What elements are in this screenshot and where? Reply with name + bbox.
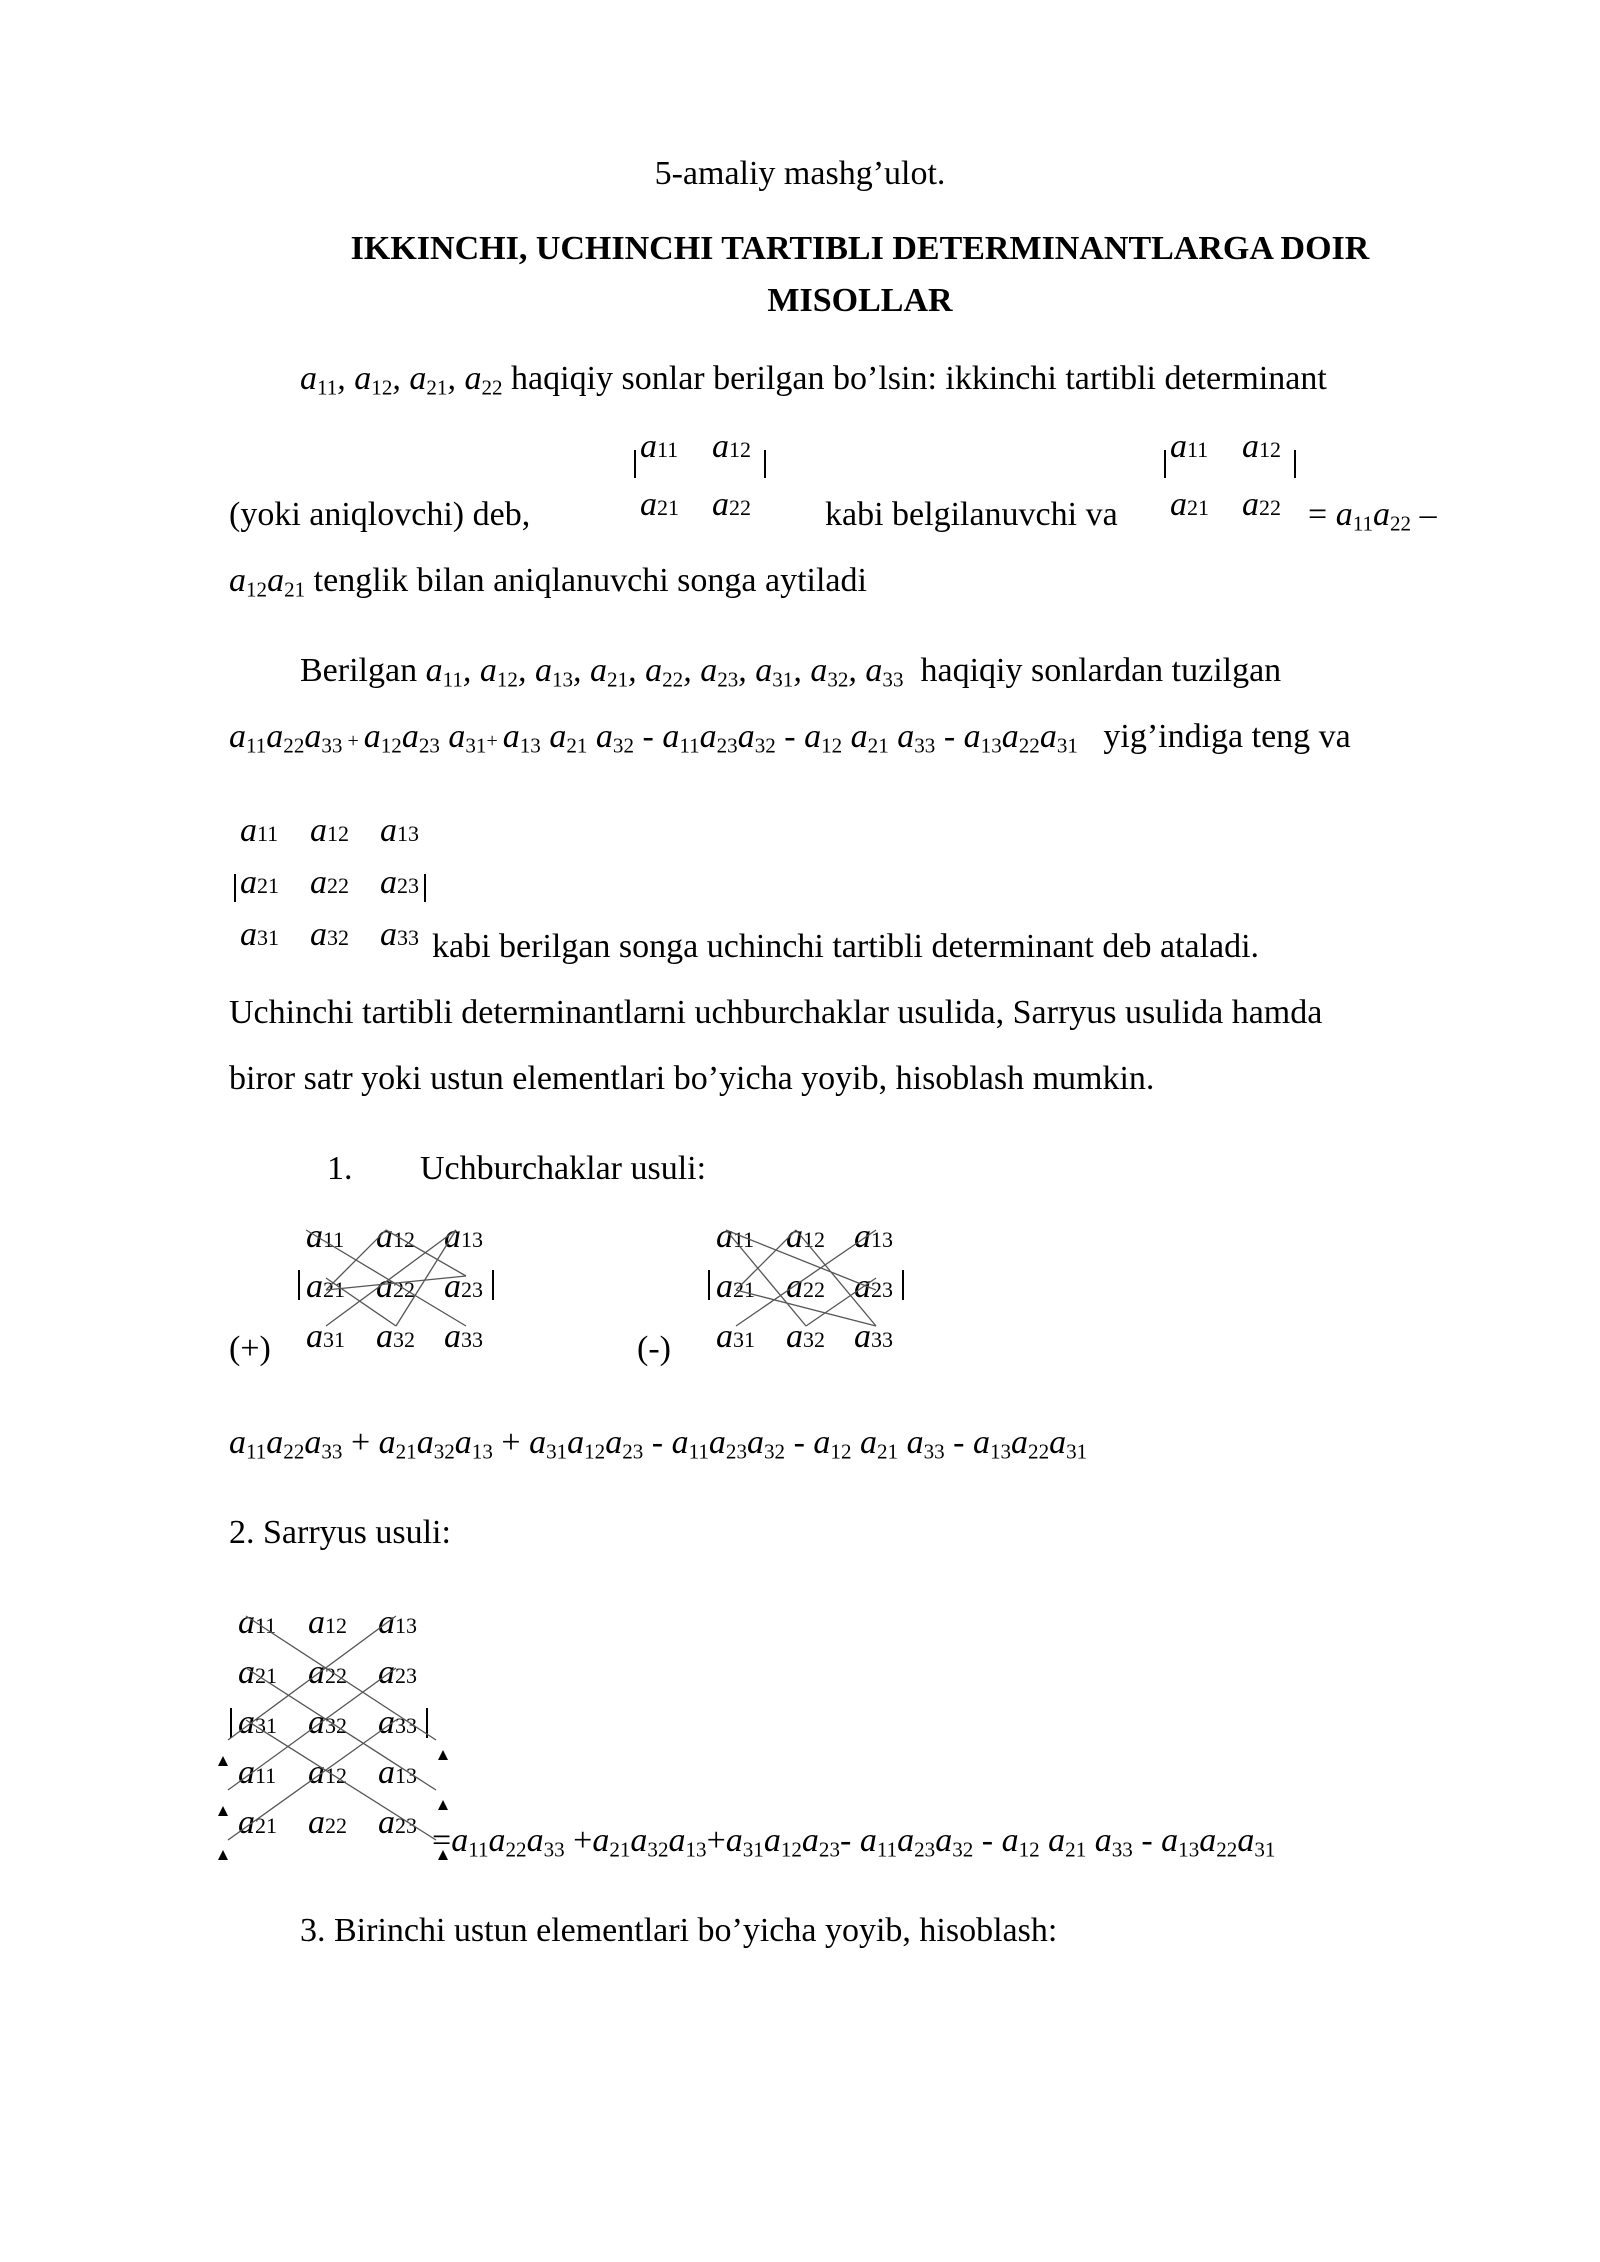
sarrus-formula: $=a_{11}a_{22}a_{33} +a_{21}a_{32}a_{13}+a_{31}a_{12}a_{23}-$ $a_{11}a_{23}a_{32} - a_{12}$ $a_{21}$ $a_{33} - a_{13}a_{22}a_{31}$ <box>432 1822 1276 1862</box>
para2-line1: Berilgan $a_{11}$, $a_{12}$, $a_{13}$, $a_{21}$, $a_{22}$, $a_{23}$, $a_{31}$, $a_{32}$, $a_{33}$ haqiqiy sonlardan tuzilgan <box>300 652 1282 692</box>
section1-title: Uchburchaklar usuli: <box>420 1150 707 1187</box>
triangle-plus-lines <box>296 1218 506 1378</box>
para1-line2-equation: = $a_{11}a_{22}$ – <box>1308 496 1437 536</box>
triangle-formula: $a_{11}a_{22}a_{33} + a_{21}a_{32}a_{13} + a_{31}a_{12}a_{23} - a_{11}a_{23}a_{32} - a_{12}$ $a_{21}$ $a_{33} - a_{13}a_{22}a_{31}$ <box>229 1424 1088 1464</box>
triangle-plus-diagram: a11 a12 a13 a21 a22 a23 a31 a32 a33 <box>296 1218 506 1378</box>
plus-label: (+) <box>229 1330 271 1367</box>
para1-line3: $a_{12}a_{21}$ tenglik bilan aniqlanuvchi songa aytiladi <box>229 562 867 602</box>
para2-line4: Uchinchi tartibli determinantlarni uchburchaklar usulida, Sarryus usulida hamda <box>229 994 1323 1031</box>
sarrus-diagram: a11 a12 a13 a21 a22 a23 a31 a32 a33 a11 a12 a13 a21 a22 a23 <box>216 1604 456 1864</box>
subtitle: 5-amaliy mashg’ulot. <box>654 155 946 192</box>
det3-matrix: a11 a12 a13 a21 a22 a23 a31 a32 a33 <box>232 812 432 972</box>
para2-line2: $a_{11}a_{22}a_{33} + a_{12}a_{23}$ $a_{31}+ a_{13}$ $a_{21}$ $a_{32} - a_{11}a_{23}a_{32} - a_{12}$ $a_{21}$ $a_{33} - a_{13}a_{22}a_{31}$ yig’indiga teng va <box>229 718 1351 758</box>
page-title-line2: MISOLLAR <box>767 282 953 319</box>
triangle-minus-diagram: a11 a12 a13 a21 a22 a23 a31 a32 a33 <box>706 1218 916 1378</box>
det2-matrix-2: a11 a12 a21 a22 <box>1160 428 1300 538</box>
para1-line1: $a_{11}$, $a_{12}$, $a_{21}$, $a_{22}$ haqiqiy sonlar berilgan bo’lsin: ikkinchi tartibli determinant <box>300 360 1327 400</box>
para2-line3: kabi berilgan songa uchinchi tartibli determinant deb ataladi. <box>432 928 1260 965</box>
para2-line5: biror satr yoki ustun elementlari bo’yicha yoyib, hisoblash mumkin. <box>229 1060 1155 1097</box>
section1-number: 1. <box>327 1150 353 1187</box>
section3-title: 3. Birinchi ustun elementlari bo’yicha yoyib, hisoblash: <box>300 1912 1058 1949</box>
section2-title: 2. Sarryus usuli: <box>229 1514 451 1551</box>
triangle-minus-lines <box>706 1218 916 1378</box>
para1-line2a: (yoki aniqlovchi) deb, <box>229 496 531 533</box>
minus-label: (-) <box>637 1330 671 1367</box>
det2-matrix-1: a11 a12 a21 a22 <box>630 428 770 538</box>
sarrus-lines <box>216 1604 456 1864</box>
page-title: IKKINCHI, UCHINCHI TARTIBLI DETERMINANTLARGA DOIR <box>350 230 1370 267</box>
para1-line2b: kabi belgilanuvchi va <box>825 496 1118 533</box>
